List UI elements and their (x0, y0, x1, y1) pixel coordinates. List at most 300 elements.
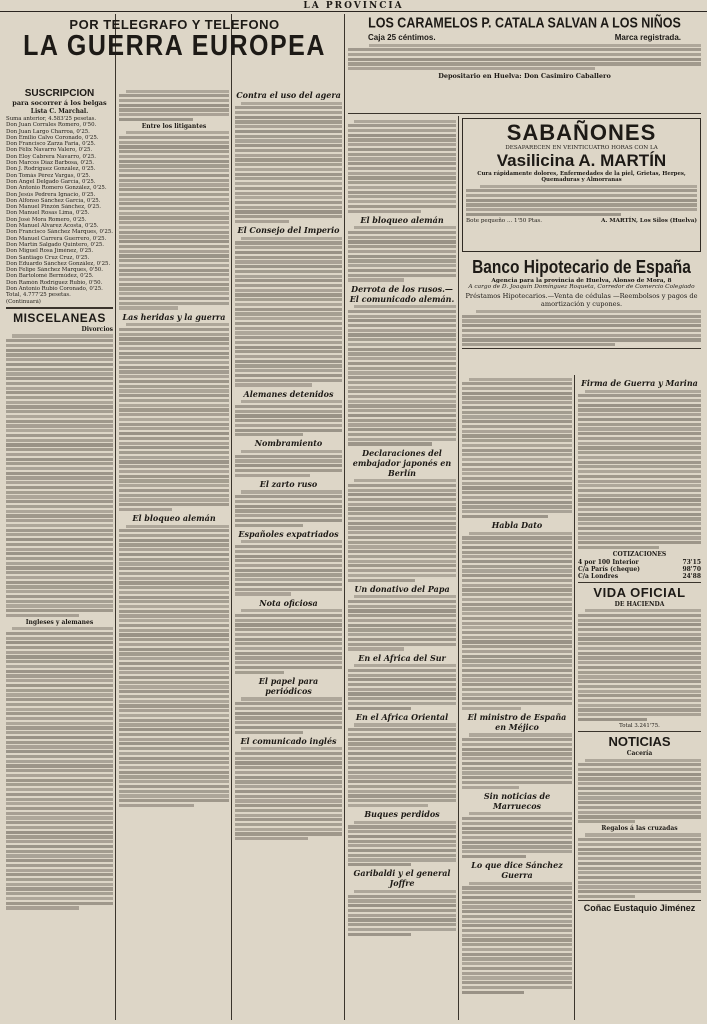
sabanones-ad (462, 118, 701, 256)
text-line (462, 674, 572, 677)
text-line (235, 312, 342, 315)
text-line (235, 383, 312, 386)
text-line (119, 254, 229, 257)
text-line (348, 761, 456, 764)
donor-line: Don Manuel Pinzón Sánchez, 0'25. (6, 204, 101, 211)
text-line (369, 44, 701, 47)
text-line (119, 226, 229, 229)
sur-body (348, 664, 456, 710)
banco-line1: Agencia para la provincia de Huelva, Alonso de Mora, 8 (491, 278, 672, 284)
text-line (119, 380, 229, 383)
cotizacion-row (578, 573, 701, 580)
donor-line: Don Marcos Díaz Barbosa, 0'25. (6, 160, 94, 167)
text-line (348, 390, 456, 393)
text-line (6, 769, 113, 772)
text-line (241, 450, 342, 453)
text-line (119, 108, 229, 111)
text-line (119, 543, 229, 546)
text-line (462, 338, 701, 341)
oriental-heading: En el Africa Oriental (355, 711, 449, 722)
text-line (235, 804, 342, 807)
text-line (235, 519, 342, 522)
text-line (578, 890, 701, 893)
cotizacion-row (578, 559, 701, 566)
text-line (578, 848, 701, 851)
text-line (348, 555, 456, 558)
text-line (354, 226, 456, 229)
sabanones-price: Bote pequeño ... 1'50 Ptas. (466, 217, 543, 224)
donor-line: Don Jesús Pedrera Ignacio, 0'25. (6, 191, 96, 198)
text-line (6, 873, 113, 876)
caramelos-mark: Marca registrada. (614, 33, 681, 42)
entre-body (119, 131, 229, 309)
text-line (462, 491, 572, 494)
text-line (348, 442, 432, 445)
text-line (462, 981, 572, 984)
text-line (6, 637, 113, 640)
text-line (348, 143, 456, 146)
text-line (241, 697, 342, 700)
text-line (6, 807, 113, 810)
text-line (235, 201, 342, 204)
text-line (6, 353, 113, 356)
text-line (235, 524, 303, 527)
text-line (119, 553, 229, 556)
derrota-heading: Derrota de los rusos.—El comunicado alemán. (349, 283, 455, 304)
text-line (578, 777, 701, 780)
text-line (119, 470, 229, 473)
text-line (6, 609, 113, 612)
text-line (6, 614, 79, 617)
text-line (462, 905, 572, 908)
text-line (348, 62, 701, 65)
agera-body (235, 102, 342, 224)
text-line (6, 344, 113, 347)
text-line (6, 529, 113, 532)
text-line (6, 698, 113, 701)
text-line (235, 405, 342, 408)
text-line (235, 578, 342, 581)
text-line (235, 429, 342, 432)
text-line (6, 845, 113, 848)
text-line (348, 231, 456, 234)
text-line (235, 588, 342, 591)
text-line (348, 428, 456, 431)
text-line (6, 670, 113, 673)
text-line (235, 776, 342, 779)
text-line (348, 348, 456, 351)
text-line (6, 401, 113, 404)
text-line (348, 624, 456, 627)
text-line (235, 623, 342, 626)
text-line (462, 757, 572, 760)
text-line (6, 693, 113, 696)
text-line (235, 265, 342, 268)
dato-body (462, 532, 572, 710)
text-line (348, 707, 411, 710)
text-line (348, 157, 456, 160)
text-line (6, 562, 113, 565)
text-line (578, 408, 701, 411)
text-line (235, 828, 342, 831)
donor-line: Don Juan Largo Charroa, 0'25. (6, 128, 90, 135)
text-line (6, 793, 113, 796)
text-line (354, 664, 456, 667)
text-line (6, 439, 113, 442)
text-line (462, 650, 572, 653)
text-line (235, 814, 342, 817)
subscription-title: SUSCRIPCION (24, 88, 95, 99)
text-line (119, 250, 229, 253)
text-line (348, 669, 456, 672)
text-line (348, 643, 456, 646)
text-line (462, 434, 572, 437)
text-line (578, 773, 701, 776)
text-line (462, 693, 572, 696)
banco-line2: A cargo de D. Joaquín Domínguez Roqueta, Corredor de Comercio Colegiado (468, 284, 695, 290)
consejo-heading: El Consejo del Imperio (237, 225, 340, 236)
text-line (585, 759, 701, 762)
text-line (578, 546, 659, 549)
text-line (119, 742, 229, 745)
text-line (119, 494, 229, 497)
text-line (119, 174, 229, 177)
text-line (578, 432, 701, 435)
text-line (119, 375, 229, 378)
text-line (235, 303, 342, 306)
text-line (235, 761, 342, 764)
text-line (348, 438, 456, 441)
text-line (6, 382, 113, 385)
text-line (119, 785, 229, 788)
text-line (119, 460, 229, 463)
text-line (6, 679, 113, 682)
text-line (348, 205, 456, 208)
text-line (462, 948, 572, 951)
text-line (119, 427, 229, 430)
text-line (578, 666, 701, 669)
text-line (235, 182, 342, 185)
mejico-body (462, 733, 572, 788)
text-line (119, 479, 229, 482)
text-line (462, 776, 572, 779)
war-header (6, 14, 343, 88)
text-line (6, 826, 113, 829)
text-line (578, 885, 701, 888)
banco-ad (462, 258, 701, 372)
text-line (348, 688, 456, 691)
list-total: Total, 4.777'25 pesetas. (6, 292, 71, 299)
text-line (6, 585, 113, 588)
text-line (348, 574, 456, 577)
text-line (235, 144, 342, 147)
cotizacion-row (578, 566, 701, 573)
cotizacion-label: C/a París (cheque) (578, 565, 640, 573)
text-line (462, 855, 526, 858)
donativo-body (348, 595, 456, 650)
text-line (119, 503, 229, 506)
text-line (6, 906, 79, 909)
text-line (348, 560, 456, 563)
text-line (462, 382, 572, 385)
donor-line: Don Antonio Romero González, 0'25. (6, 185, 107, 192)
column-5 (462, 376, 572, 1020)
text-line (348, 338, 456, 341)
donor-line: Don Martín Salgado Quintero, 0'25. (6, 241, 105, 248)
text-line (578, 437, 701, 440)
text-line (119, 591, 229, 594)
cotizacion-label: 4 por 100 Interior (578, 558, 639, 566)
text-line (348, 794, 456, 797)
text-line (6, 717, 113, 720)
text-line (348, 928, 456, 931)
heridas-body (119, 323, 229, 511)
text-line (348, 324, 456, 327)
text-line (235, 177, 342, 180)
text-line (235, 215, 342, 218)
text-line (119, 94, 229, 97)
text-line (462, 688, 572, 691)
text-line (578, 619, 701, 622)
text-line (12, 627, 113, 630)
text-line (119, 188, 229, 191)
text-line (6, 902, 113, 905)
text-line (348, 933, 411, 936)
text-line (119, 766, 229, 769)
text-line (462, 324, 701, 327)
text-line (462, 845, 572, 848)
text-line (462, 697, 572, 700)
text-line (235, 726, 342, 729)
text-line (235, 633, 342, 636)
text-line (578, 475, 701, 478)
text-line (119, 633, 229, 636)
text-line (348, 702, 456, 705)
text-line (119, 577, 229, 580)
text-line (462, 850, 572, 853)
text-line (6, 387, 113, 390)
text-line (348, 269, 456, 272)
text-line (235, 149, 342, 152)
text-line (578, 399, 701, 402)
text-line (119, 624, 229, 627)
text-line (348, 541, 456, 544)
text-line (119, 695, 229, 698)
text-line (348, 395, 456, 398)
text-line (578, 876, 701, 879)
text-line (348, 498, 456, 501)
text-line (119, 437, 229, 440)
sabanones-seller: A. MARTÍN, Los Silos (Huelva) (601, 217, 697, 224)
text-line (235, 275, 342, 278)
text-line (235, 173, 342, 176)
text-line (578, 442, 701, 445)
text-line (462, 430, 572, 433)
text-line (119, 567, 229, 570)
text-line (235, 474, 310, 477)
text-line (6, 774, 113, 777)
text-line (6, 410, 113, 413)
text-line (462, 901, 572, 904)
noticias-title: NOTICIAS (608, 733, 671, 749)
text-line (462, 752, 572, 755)
column-1 (6, 88, 113, 1020)
text-line (6, 368, 113, 371)
text-line (348, 569, 456, 572)
text-line (235, 495, 342, 498)
text-line (462, 505, 572, 508)
text-line (462, 560, 572, 563)
text-line (578, 661, 701, 664)
text-line (6, 415, 113, 418)
donor-line: Don Manuel Carrera Guerrero, 0'25. (6, 235, 107, 242)
text-line (241, 609, 342, 612)
text-line (6, 798, 113, 801)
text-line (469, 882, 572, 885)
text-line (235, 308, 342, 311)
text-line (235, 192, 342, 195)
text-line (578, 787, 701, 790)
text-line (119, 283, 229, 286)
text-line (119, 259, 229, 262)
text-line (6, 835, 113, 838)
text-line (6, 595, 113, 598)
text-line (119, 629, 229, 632)
text-line (6, 764, 113, 767)
text-line (348, 53, 701, 56)
caramelos-footer: Depositario en Huelva: Don Casimiro Caballero (438, 71, 611, 80)
text-line (235, 168, 342, 171)
text-line (462, 593, 572, 596)
buques-body (348, 821, 456, 867)
text-line (235, 702, 342, 705)
text-line (578, 513, 701, 516)
text-line (235, 346, 342, 349)
col4-intro (348, 120, 456, 213)
text-line (6, 859, 113, 862)
text-line (119, 558, 229, 561)
text-line (6, 750, 113, 753)
text-line (578, 708, 701, 711)
banco-body (462, 310, 701, 346)
text-line (348, 172, 456, 175)
text-line (578, 647, 701, 650)
text-line (462, 411, 572, 414)
text-line (119, 465, 229, 468)
column-6 (578, 376, 701, 1020)
text-line (462, 953, 572, 956)
regalos-body (578, 833, 701, 898)
text-line (462, 886, 572, 889)
text-line (235, 780, 342, 783)
text-line (119, 638, 229, 641)
marruecos-body (462, 812, 572, 858)
text-line (348, 638, 456, 641)
text-line (348, 400, 456, 403)
text-line (462, 891, 572, 894)
text-line (578, 503, 701, 506)
text-line (348, 181, 456, 184)
text-line (235, 559, 342, 562)
text-line (348, 433, 456, 436)
text-line (578, 451, 701, 454)
text-line (235, 469, 342, 472)
text-line (235, 369, 342, 372)
text-line (235, 379, 342, 382)
donor-line: Don Eduardo Sánchez González, 0'25. (6, 260, 111, 267)
text-line (354, 890, 456, 893)
text-line (6, 571, 113, 574)
text-line (578, 508, 701, 511)
text-line (348, 804, 428, 807)
text-line (348, 633, 456, 636)
text-line (348, 628, 456, 631)
text-line (348, 728, 456, 731)
firma-heading: Firma de Guerra y Marina (581, 378, 698, 388)
text-line (348, 605, 456, 608)
text-line (235, 327, 342, 330)
text-line (462, 636, 572, 639)
text-line (348, 176, 456, 179)
text-line (348, 153, 456, 156)
alemanes-heading: Alemanes detenidos (243, 388, 334, 399)
text-line (469, 532, 572, 535)
text-line (480, 185, 697, 188)
text-line (6, 892, 113, 895)
text-line (578, 637, 701, 640)
text-line (462, 612, 572, 615)
donor-line: Don Miguel Rosa Jiménez, 0'25. (6, 248, 94, 255)
text-line (578, 652, 701, 655)
donor-line: Don José Mora Romero, 0'25. (6, 216, 87, 223)
text-line (348, 830, 456, 833)
text-line (235, 298, 342, 301)
text-line (6, 600, 113, 603)
text-line (348, 579, 415, 582)
text-line (235, 799, 342, 802)
cotizacion-value: 98'70 (682, 565, 701, 573)
text-line (6, 887, 113, 890)
text-line (348, 274, 456, 277)
donor-line: Don Francisco Sánchez Marques, 0'25. (6, 229, 113, 236)
text-line (6, 641, 113, 644)
text-line (348, 863, 411, 866)
ingleses-heading: Ingleses y alemanes (25, 618, 94, 626)
text-line (235, 322, 342, 325)
text-line (348, 522, 456, 525)
bloqueo2-heading: El bloqueo alemán (360, 214, 444, 225)
text-line (578, 427, 701, 430)
text-line (462, 631, 572, 634)
text-line (6, 731, 113, 734)
text-line (578, 532, 701, 535)
text-line (119, 794, 229, 797)
bloqueo2-body (348, 226, 456, 281)
text-line (348, 245, 456, 248)
text-line (119, 662, 229, 665)
text-line (119, 356, 229, 359)
text-line (119, 287, 229, 290)
text-line (235, 360, 342, 363)
text-line (119, 534, 229, 537)
text-line (119, 648, 229, 651)
text-line (462, 622, 572, 625)
text-line (462, 771, 572, 774)
papel-heading: El papel para periódicos (258, 675, 319, 696)
text-line (6, 552, 113, 555)
text-line (462, 664, 572, 667)
text-line (348, 129, 456, 132)
